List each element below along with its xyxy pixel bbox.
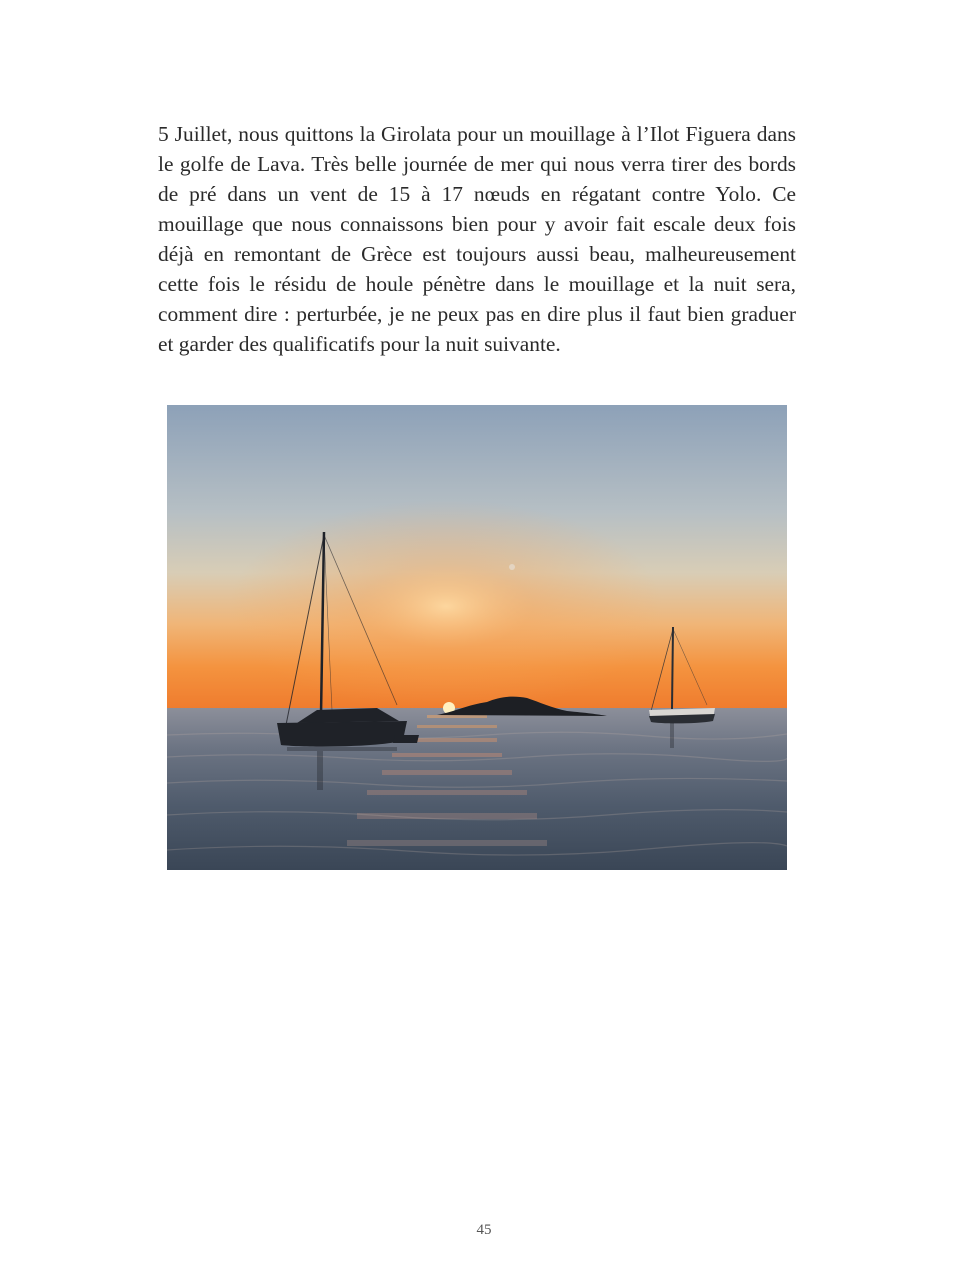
body-paragraph: 5 Juillet, nous quittons la Girolata pour un mouillage à l’Ilot Figuera dans le golfe de Lava. Très belle journée de mer qui nous verra tirer des bords de pré dans un vent de 15 à 17 nœuds en régatant contre Yolo. Ce mouillage que nous connaissons bien pour y avoir fait escale deux fois déjà en remontant de Grèce est toujours aussi beau, malheureusement cette fois le résidu de houle pénètre dans le mouillage et la nuit sera, comment dire : perturbée, je ne peux pas en dire plus il faut bien graduer et garder des qualificatifs pour la nuit suivante.: [158, 122, 796, 356]
page-number: 45: [476, 1222, 492, 1238]
sunset-photo: [167, 405, 787, 870]
